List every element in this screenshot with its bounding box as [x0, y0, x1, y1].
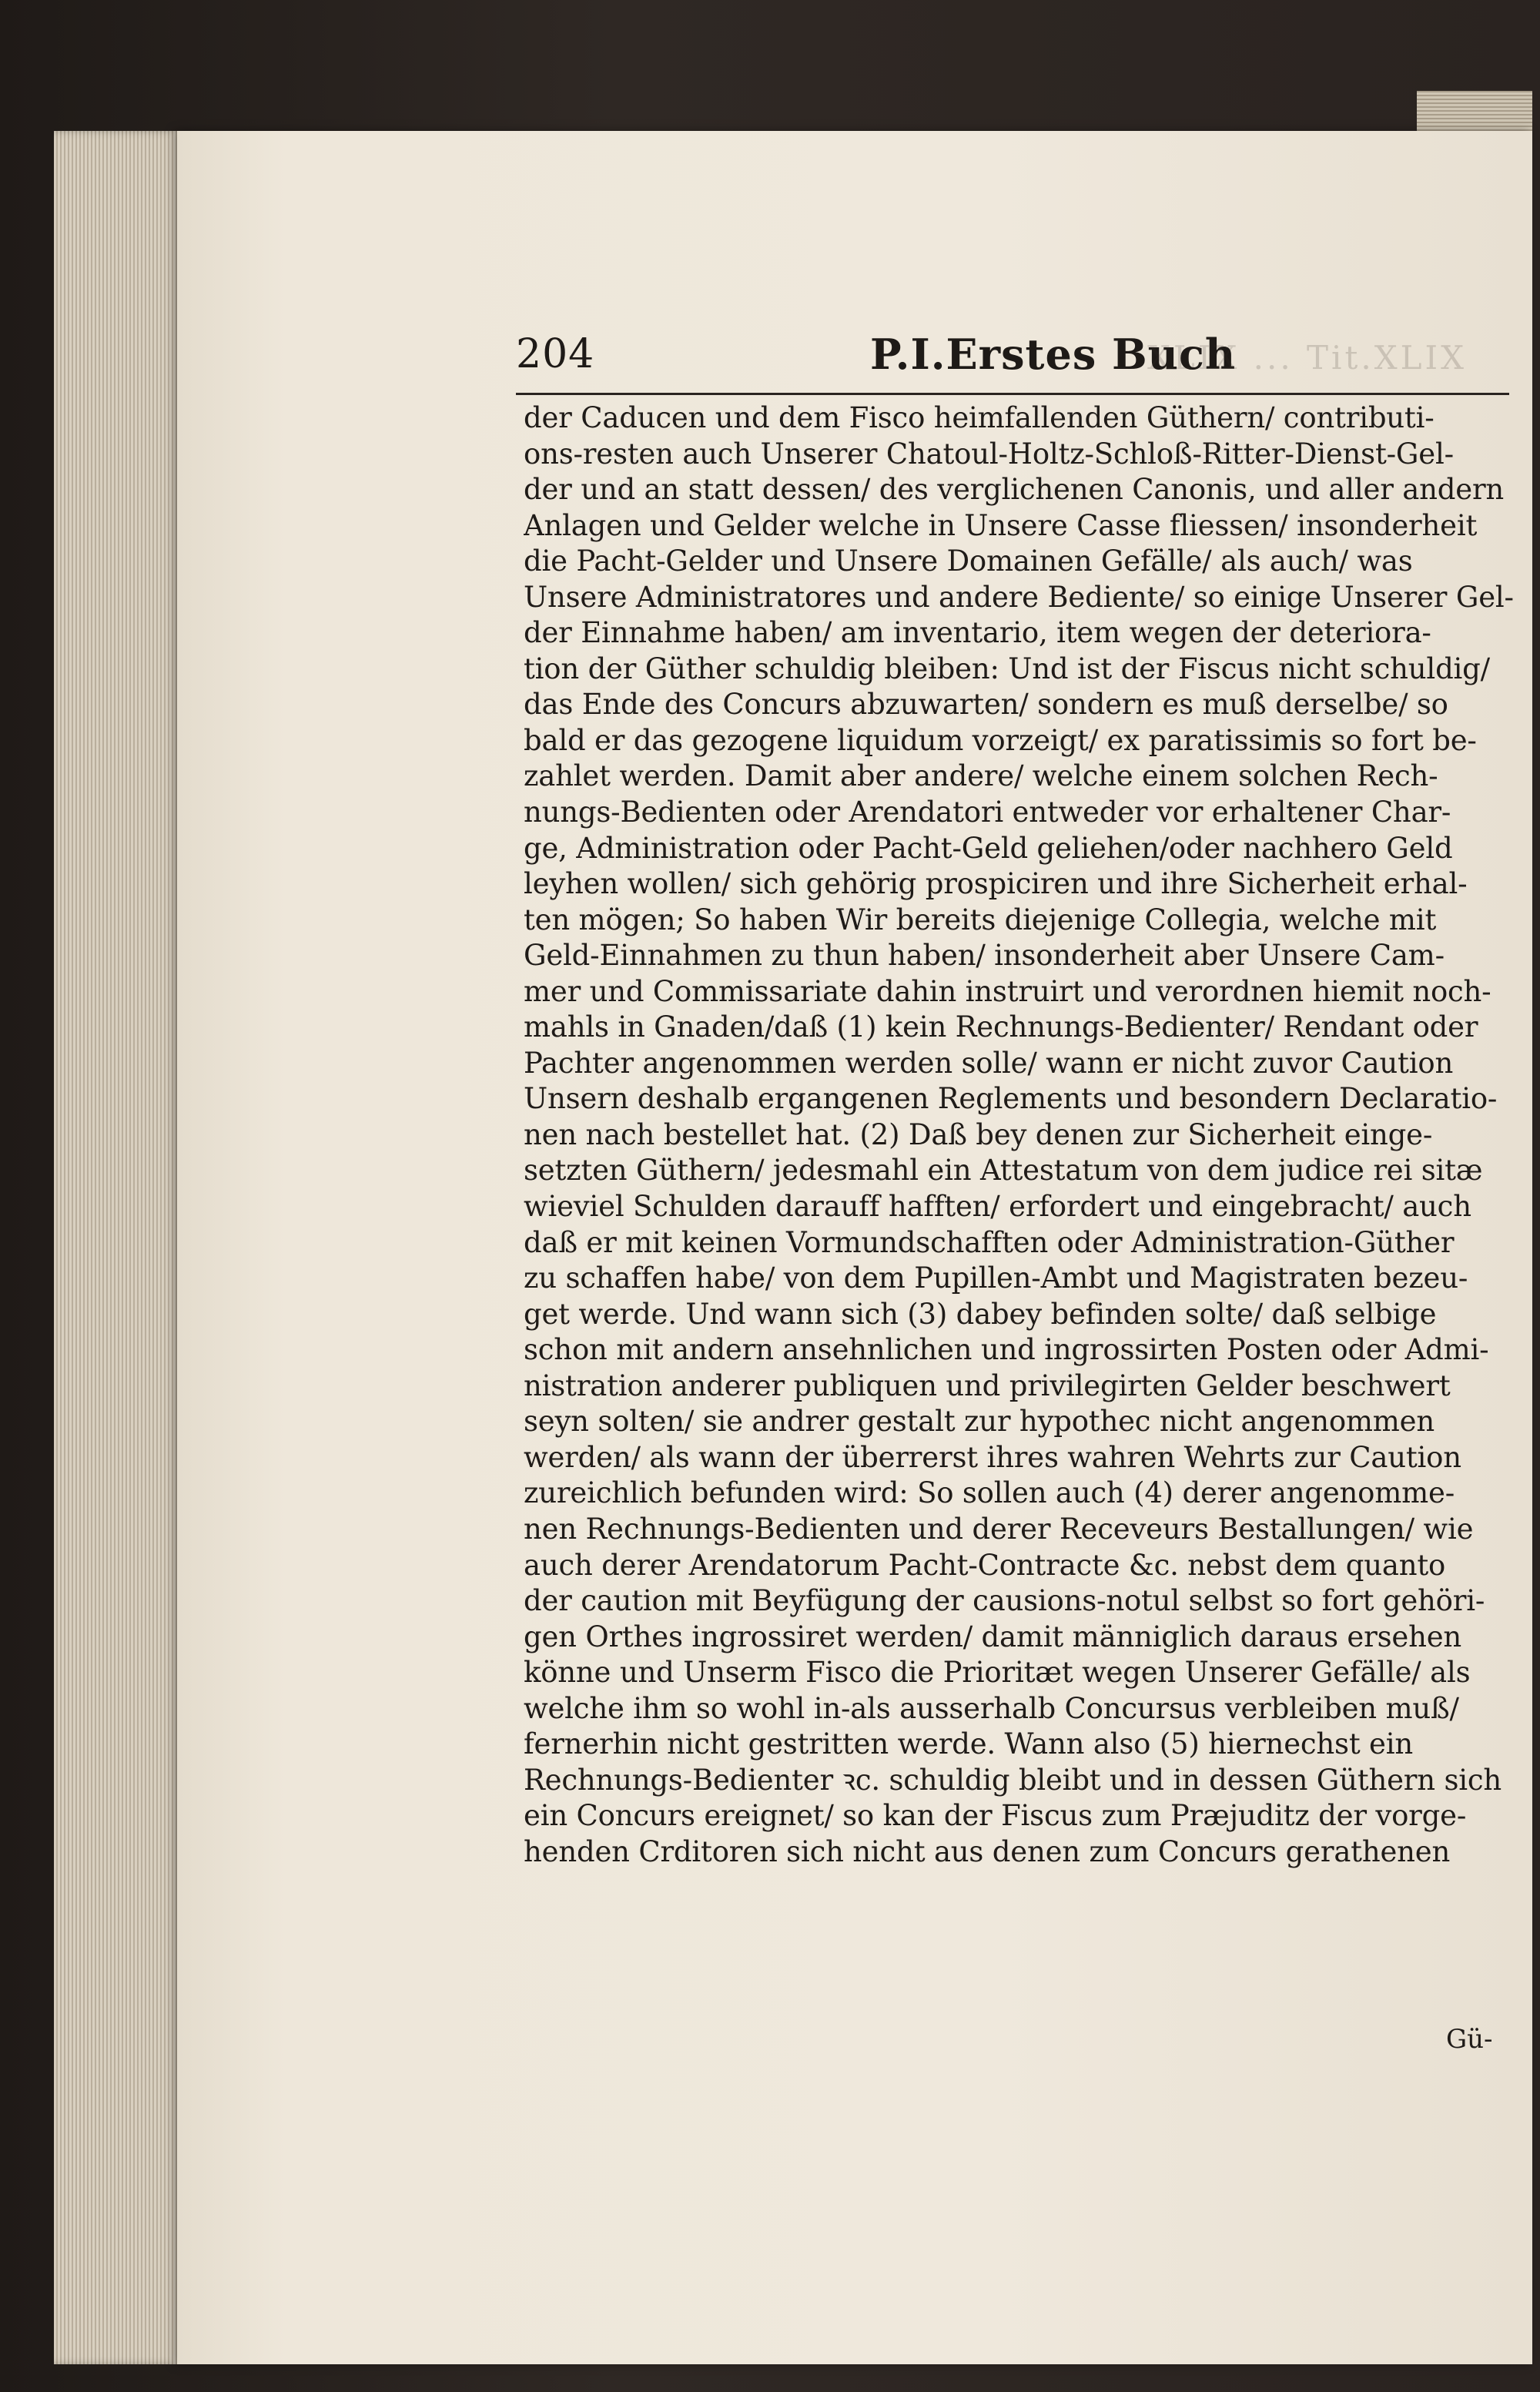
text-line: Pachter angenommen werden solle/ wann er nicht zuvor Caution: [524, 1046, 1454, 1080]
text-line: mer und Commissariate dahin instruirt und verordnen hiemit noch-: [524, 974, 1491, 1008]
text-line: tion der Güther schuldig bleiben: Und ist der Fiscus nicht schuldig/: [524, 652, 1490, 685]
text-line: Rechnungs-Bedienter ꝛc. schuldig bleibt und in dessen Güthern sich: [524, 1763, 1502, 1797]
text-line: der Einnahme haben/ am inventario, item wegen der deteriora-: [524, 616, 1431, 650]
text-line: die Pacht-Gelder und Unsere Domainen Gefälle/ als auch/ was: [524, 544, 1413, 578]
text-line: werden/ als wann der überrerst ihres wahren Wehrts zur Caution: [524, 1440, 1461, 1474]
book-top-edge: [1417, 91, 1532, 137]
text-line: fernerhin nicht gestritten werde. Wann also (5) hiernechst ein: [524, 1727, 1414, 1761]
text-line: daß er mit keinen Vormundschafften oder Administration-Güther: [524, 1225, 1455, 1259]
text-line: Geld-Einnahmen zu thun haben/ insonderheit aber Unsere Cam-: [524, 939, 1445, 973]
text-line: der caution mit Beyfügung der causions-notul selbst so fort gehöri-: [524, 1584, 1485, 1618]
text-line: schon mit andern ansehnlichen und ingrossirten Posten oder Admi-: [524, 1333, 1489, 1367]
text-line: nen nach bestellet hat. (2) Daß bey denen zur Sicherheit einge-: [524, 1117, 1433, 1151]
text-line: Unsere Administratores und andere Bediente/ so einige Unserer Gel-: [524, 580, 1514, 614]
text-line: der und an statt dessen/ des verglichenen Canonis, und aller andern: [524, 473, 1505, 507]
text-line: leyhen wollen/ sich gehörig prospiciren und ihre Sicherheit erhal-: [524, 867, 1468, 901]
text-line: setzten Güthern/ jedesmahl ein Attestatum von dem judice rei sitæ: [524, 1154, 1483, 1188]
text-line: zu schaffen habe/ von dem Pupillen-Ambt und Magistraten bezeu-: [524, 1261, 1468, 1295]
text-line: henden Crditoren sich nicht aus denen zum Concurs gerathenen: [524, 1834, 1451, 1868]
page-number: 204: [516, 331, 595, 377]
running-head: P.I.Erstes Buch: [870, 330, 1237, 379]
catchword: Gü-: [1446, 2024, 1493, 2055]
text-line: ons-resten auch Unserer Chatoul-Holtz-Schloß-Ritter-Dienst-Gel-: [524, 437, 1454, 471]
text-line: ein Concurs ereignet/ so kan der Fiscus zum Præjuditz der vorge-: [524, 1799, 1467, 1833]
text-line: bald er das gezogene liquidum vorzeigt/ ex paratissimis so fort be-: [524, 723, 1477, 757]
text-line: zahlet werden. Damit aber andere/ welche einem solchen Rech-: [524, 759, 1438, 793]
text-line: ge, Administration oder Pacht-Geld geliehen/oder nachhero Geld: [524, 831, 1453, 865]
book-page-edges: [54, 131, 185, 2364]
text-line: nen Rechnungs-Bedienten und derer Receveurs Bestallungen/ wie: [524, 1512, 1474, 1546]
text-line: auch derer Arendatorum Pacht-Contracte &c. nebst dem quanto: [524, 1548, 1446, 1582]
text-line: Anlagen und Gelder welche in Unsere Casse fliessen/ insonderheit: [524, 508, 1478, 542]
text-line: Unsern deshalb ergangenen Reglements und besondern Declaratio-: [524, 1082, 1498, 1116]
text-line: zureichlich befunden wird: So sollen auch (4) derer angenomme-: [524, 1476, 1455, 1510]
text-line: seyn solten/ sie andrer gestalt zur hypothec nicht angenommen: [524, 1405, 1435, 1439]
text-line: welche ihm so wohl in-als ausserhalb Concursus verbleiben muß/: [524, 1691, 1459, 1725]
bleed-through-text: XLIX ... Tit.XLIX: [1147, 339, 1467, 377]
text-line: nistration anderer publiquen und privilegirten Gelder beschwert: [524, 1369, 1451, 1402]
text-line: mahls in Gnaden/daß (1) kein Rechnungs-Bedienter/ Rendant oder: [524, 1010, 1478, 1044]
text-line: könne und Unserm Fisco die Prioritæt wegen Unserer Gefälle/ als: [524, 1656, 1471, 1690]
text-line: gen Orthes ingrossiret werden/ damit männiglich daraus ersehen: [524, 1620, 1462, 1653]
body-text: [524, 400, 1517, 1870]
text-line: der Caducen und dem Fisco heimfallenden Güthern/ contributi-: [524, 401, 1435, 434]
text-line: get werde. Und wann sich (3) dabey befinden solte/ daß selbige: [524, 1297, 1437, 1331]
text-line: ten mögen; So haben Wir bereits diejenige Collegia, welche mit: [524, 903, 1437, 936]
page-header: [516, 331, 1509, 395]
text-line: wieviel Schulden darauff hafften/ erfordert und eingebracht/ auch: [524, 1190, 1471, 1224]
text-line: nungs-Bedienten oder Arendatori entweder vor erhaltener Char-: [524, 796, 1451, 829]
text-line: das Ende des Concurs abzuwarten/ sondern es muß derselbe/ so: [524, 688, 1448, 722]
